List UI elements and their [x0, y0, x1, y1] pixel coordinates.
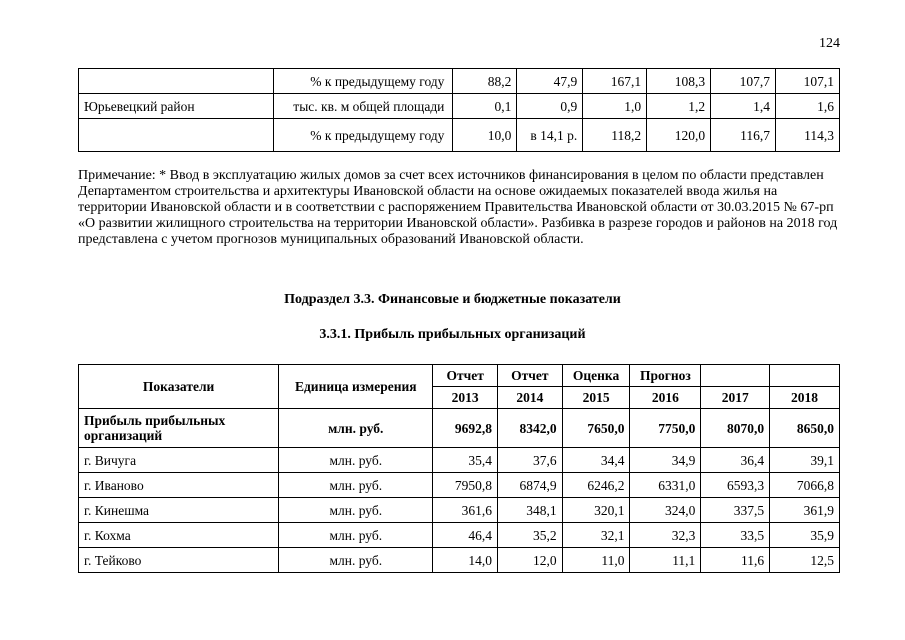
value-cell: 88,2: [453, 69, 517, 94]
row-unit: % к предыдущему году: [273, 119, 453, 152]
row-name: г. Тейково: [79, 548, 279, 573]
value-cell: 8070,0: [701, 409, 770, 448]
value-cell: 11,6: [701, 548, 770, 573]
value-cell: 39,1: [770, 448, 840, 473]
value-cell: 107,7: [711, 69, 776, 94]
row-name: г. Кинешма: [79, 498, 279, 523]
value-cell: 8650,0: [770, 409, 840, 448]
value-cell: 6593,3: [701, 473, 770, 498]
value-cell: 361,6: [433, 498, 498, 523]
value-cell: 348,1: [497, 498, 562, 523]
value-cell: 7066,8: [770, 473, 840, 498]
value-cell: 0,1: [453, 94, 517, 119]
value-cell: 6331,0: [630, 473, 701, 498]
value-cell: 34,9: [630, 448, 701, 473]
value-cell: 34,4: [562, 448, 630, 473]
subsection-title: 3.3.1. Прибыль прибыльных организаций: [319, 327, 586, 342]
value-cell: 35,9: [770, 523, 840, 548]
header-year: 2014: [497, 387, 562, 409]
table-row: [79, 523, 840, 548]
value-cell: 12,5: [770, 548, 840, 573]
value-cell: 32,3: [630, 523, 701, 548]
row-name: Юрьевецкий район: [79, 94, 274, 119]
row-unit: тыс. кв. м общей площади: [273, 94, 453, 119]
total-row: [79, 409, 840, 448]
header-row: [79, 365, 840, 387]
value-cell: 6874,9: [497, 473, 562, 498]
header-year: 2013: [433, 387, 498, 409]
header-type: Прогноз: [630, 365, 701, 387]
value-cell: 12,0: [497, 548, 562, 573]
header-year: 2015: [562, 387, 630, 409]
profit-table: [78, 364, 840, 573]
row-unit: млн. руб.: [279, 448, 433, 473]
row-name: г. Кохма: [79, 523, 279, 548]
value-cell: 37,6: [497, 448, 562, 473]
value-cell: 35,2: [497, 523, 562, 548]
header-type: [701, 365, 770, 387]
header-year: 2017: [701, 387, 770, 409]
table-row: [79, 498, 840, 523]
value-cell: 36,4: [701, 448, 770, 473]
row-name: Прибыль прибыльных организаций: [79, 409, 279, 448]
section-title: Подраздел 3.3. Финансовые и бюджетные показатели: [284, 292, 621, 307]
row-name: [79, 69, 274, 94]
value-cell: 337,5: [701, 498, 770, 523]
header-year: 2018: [770, 387, 840, 409]
value-cell: 324,0: [630, 498, 701, 523]
value-cell: 114,3: [776, 119, 840, 152]
value-cell: 120,0: [647, 119, 711, 152]
value-cell: 167,1: [583, 69, 647, 94]
value-cell: 9692,8: [433, 409, 498, 448]
value-cell: 1,2: [647, 94, 711, 119]
value-cell: 47,9: [517, 69, 583, 94]
footnote: Примечание: * Ввод в эксплуатацию жилых домов за счет всех источников финансирования в целом по области представлен Департаментом строительства и архитектуры Ивановской области на основе ожидаемых показателей ввода жилья на территории Ивановской области и в соответствии с распоряжением Правительства Ивановской области от 30.03.2015 № 67-рп «О развитии жилищного строительства на территории Ивановской области». Разбивка в разрезе городов и районов на 2018 год представлена с учетом прогнозов муниципальных образований Ивановской области.: [78, 168, 838, 247]
value-cell: 14,0: [433, 548, 498, 573]
row-unit: млн. руб.: [279, 473, 433, 498]
value-cell: 361,9: [770, 498, 840, 523]
value-cell: 33,5: [701, 523, 770, 548]
row-unit: % к предыдущему году: [273, 69, 453, 94]
value-cell: 7950,8: [433, 473, 498, 498]
table-row: [79, 119, 840, 152]
value-cell: 320,1: [562, 498, 630, 523]
row-unit: млн. руб.: [279, 523, 433, 548]
value-cell: 1,0: [583, 94, 647, 119]
row-unit: млн. руб.: [279, 409, 433, 448]
value-cell: 11,0: [562, 548, 630, 573]
header-type: [770, 365, 840, 387]
value-cell: 1,4: [711, 94, 776, 119]
housing-table-continuation: [78, 68, 840, 152]
value-cell: 10,0: [453, 119, 517, 152]
value-cell: 108,3: [647, 69, 711, 94]
table-row: [79, 448, 840, 473]
value-cell: 6246,2: [562, 473, 630, 498]
row-name: г. Иваново: [79, 473, 279, 498]
value-cell: 35,4: [433, 448, 498, 473]
header-year: 2016: [630, 387, 701, 409]
table-row: [79, 94, 840, 119]
row-unit: млн. руб.: [279, 498, 433, 523]
value-cell: в 14,1 р.: [517, 119, 583, 152]
header-type: Отчет: [497, 365, 562, 387]
row-name: г. Вичуга: [79, 448, 279, 473]
value-cell: 46,4: [433, 523, 498, 548]
value-cell: 11,1: [630, 548, 701, 573]
value-cell: 32,1: [562, 523, 630, 548]
row-unit: млн. руб.: [279, 548, 433, 573]
value-cell: 107,1: [776, 69, 840, 94]
value-cell: 1,6: [776, 94, 840, 119]
row-name: [79, 119, 274, 152]
header-type: Отчет: [433, 365, 498, 387]
value-cell: 0,9: [517, 94, 583, 119]
value-cell: 116,7: [711, 119, 776, 152]
page-number: 124: [819, 36, 840, 51]
header-type: Оценка: [562, 365, 630, 387]
table-row: [79, 69, 840, 94]
table-row: [79, 548, 840, 573]
header-unit: Единица измерения: [279, 365, 433, 409]
value-cell: 8342,0: [497, 409, 562, 448]
value-cell: 7650,0: [562, 409, 630, 448]
value-cell: 7750,0: [630, 409, 701, 448]
value-cell: 118,2: [583, 119, 647, 152]
table-row: [79, 473, 840, 498]
header-indicators: Показатели: [79, 365, 279, 409]
